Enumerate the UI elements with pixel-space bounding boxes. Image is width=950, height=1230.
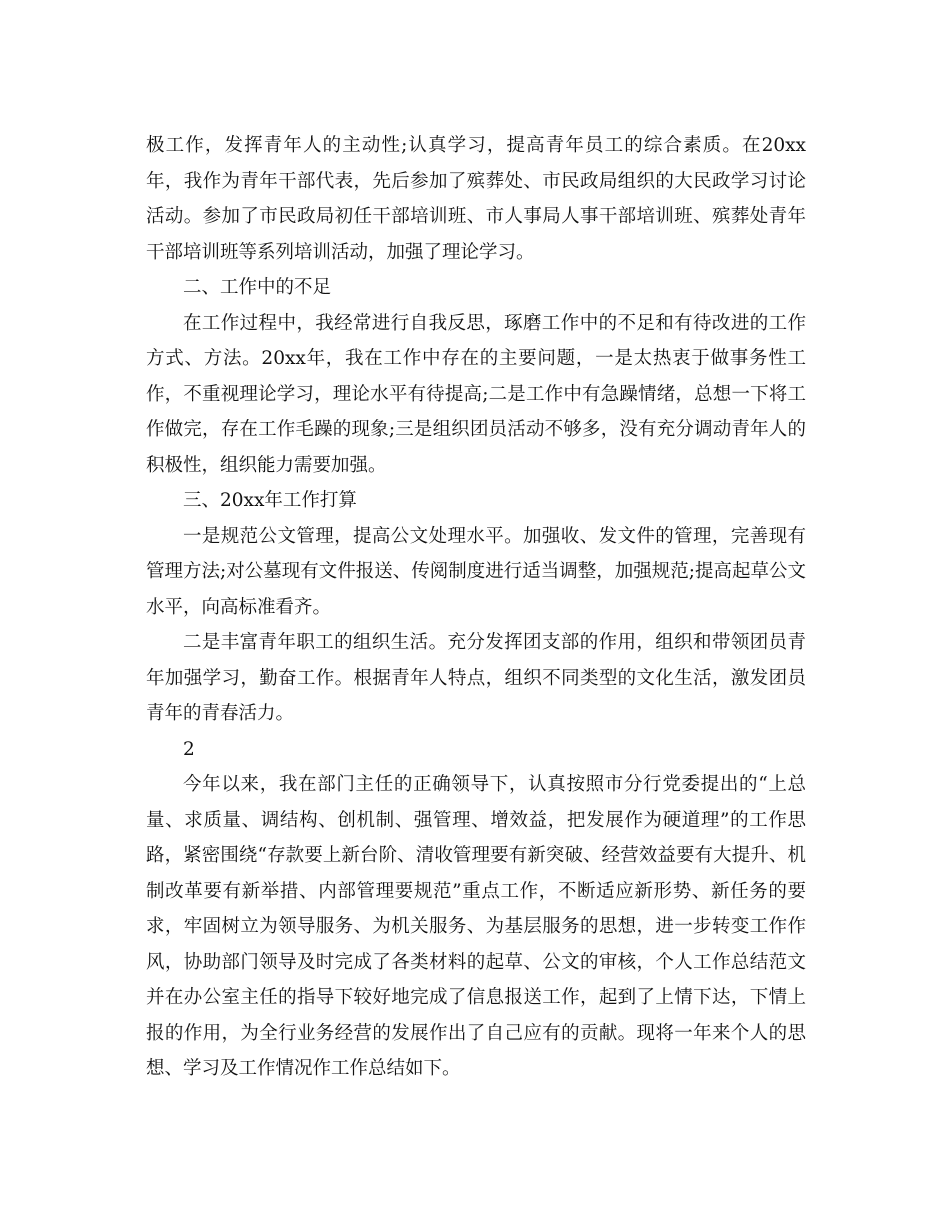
paragraph-plan-one: 一是规范公文管理，提高公文处理水平。加强收、发文件的管理，完善现有管理方法;对公墓现有文件报送、传阅制度进行适当调整，加强规范;提高起草公文水平，向高标准看齐。 xyxy=(146,525,806,618)
paragraph-plan-two: 二是丰富青年职工的组织生活。充分发挥团支部的作用，组织和带领团员青年加强学习，勤奋工作。根据青年人特点，组织不同类型的文化生活，激发团员青年的青春活力。 xyxy=(146,632,806,724)
paragraph-continuation: 极工作，发挥青年人的主动性;认真学习，提高青年员工的综合素质。在20xx年，我作为青年干部代表，先后参加了殡葬处、市民政局组织的大民政学习讨论活动。参加了市民政局初任干部培训班、市人事局人事干部培训班、殡葬处青年干部培训班等系列培训活动，加强了理论学习。 xyxy=(146,135,806,263)
paragraph-shortcomings: 在工作过程中，我经常进行自我反思，琢磨工作中的不足和有待改进的工作方式、方法。20xx年，我在工作中存在的主要问题，一是太热衷于做事务性工作，不重视理论学习，理论水平有待提高;二是工作中有急躁情绪，总想一下将工作做完，存在工作毛躁的现象;三是组织团员活动不够多，没有充分调动青年人的积极性，组织能力需要加强。 xyxy=(146,312,806,476)
paragraph-annual-summary: 今年以来，我在部门主任的正确领导下，认真按照市分行党委提出的“上总量、求质量、调结构、创机制、强管理、增效益，把发展作为硬道理”的工作思路，紧密围绕“存款要上新台阶、清收管理要有新突破、经营效益要有大提升、机制改革要有新举措、内部管理要规范”重点工作，不断适应新形势、新任务的要求，牢固树立为领导服务、为机关服务、为基层服务的思想，进一步转变工作作风，协助部门领导及时完成了各类材料的起草、公文的审核，个人工作总结范文并在办公室主任的指导下较好地完成了信息报送工作，起到了上情下达，下情上报的作用，为全行业务经营的发展作出了自己应有的贡献。现将一年来个人的思想、学习及工作情况作工作总结如下。 xyxy=(146,774,806,1079)
section-heading-plans: 三、20xx年工作打算 xyxy=(183,490,357,511)
section-heading-shortcomings: 二、工作中的不足 xyxy=(183,277,332,298)
section-number: 2 xyxy=(183,738,195,760)
document-body xyxy=(146,128,806,1087)
